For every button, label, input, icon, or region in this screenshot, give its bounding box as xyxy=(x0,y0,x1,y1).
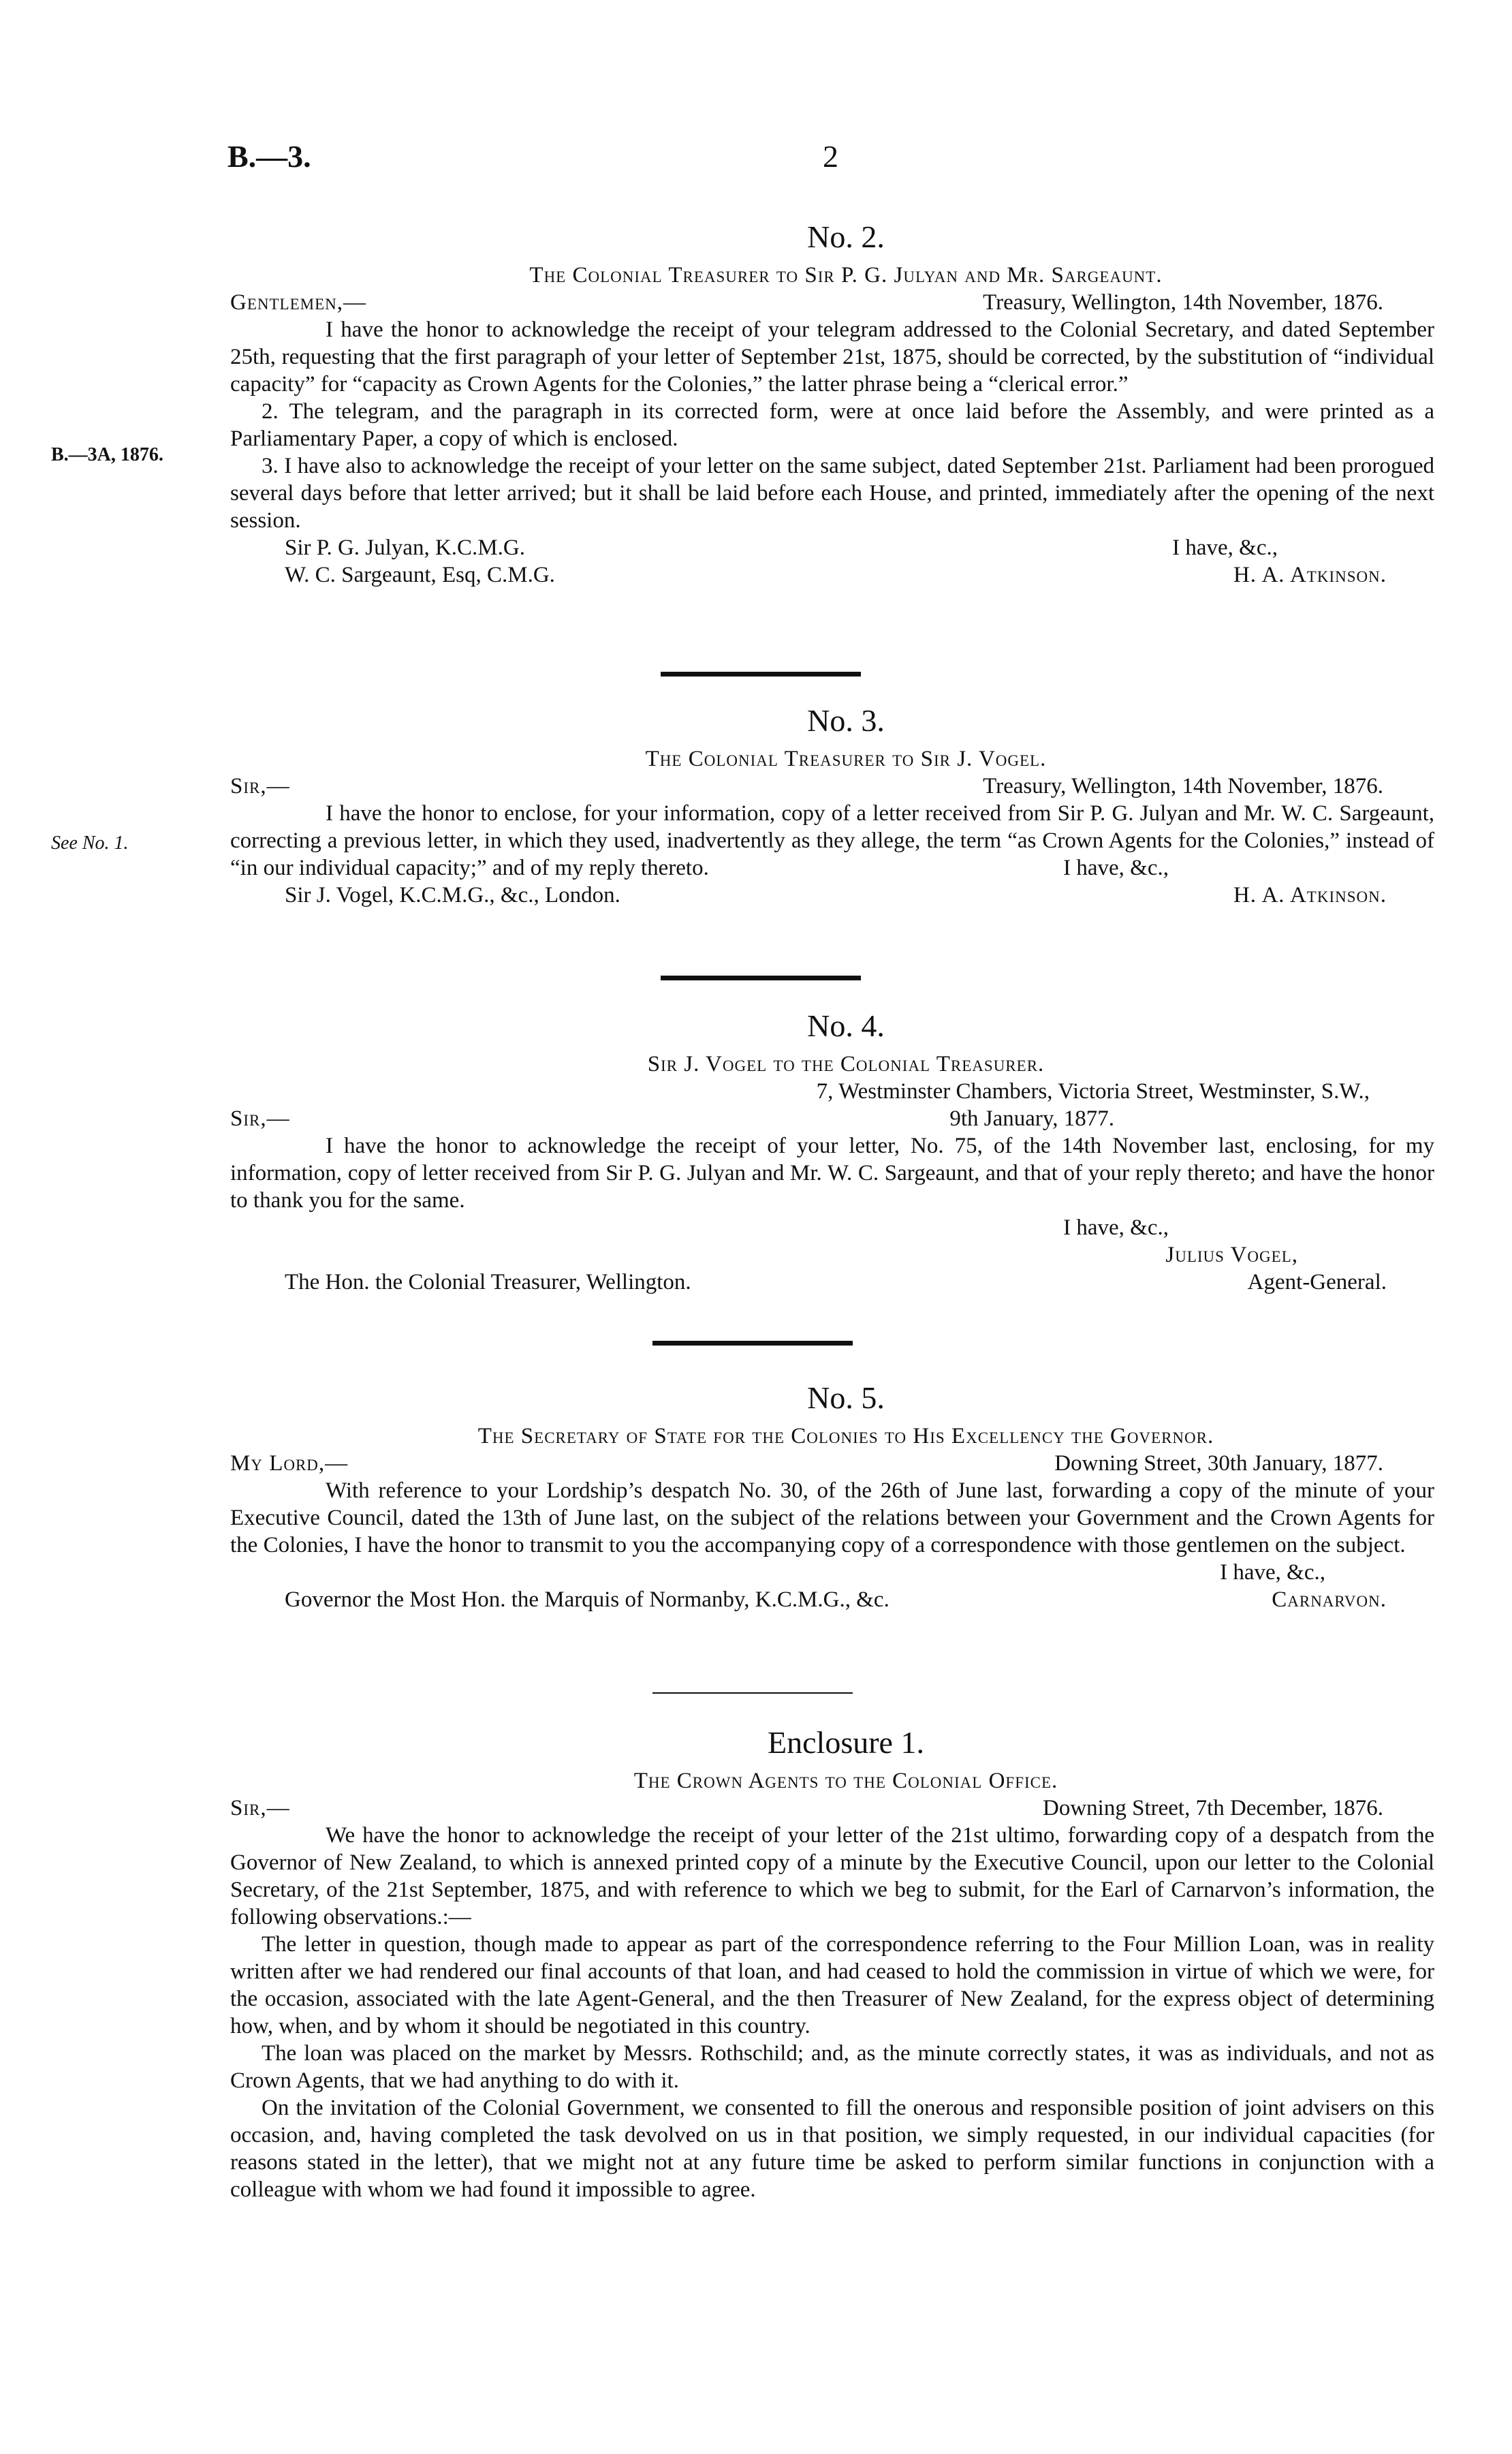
letter-address: The Crown Agents to the Colonial Office. xyxy=(633,1769,1058,1793)
signature-row xyxy=(230,561,1434,589)
letter-no2 xyxy=(230,218,1434,589)
signature-row xyxy=(230,1586,1434,1613)
signature: H. A. Atkinson. xyxy=(1233,563,1387,587)
salutation: Sir,— xyxy=(230,1106,290,1131)
title: Agent-General. xyxy=(1247,1270,1387,1294)
paragraph: I have the honor to acknowledge the receipt of your telegram addressed to the Colonial Secretary, and dated September 25th, requesting that the first paragraph of your letter of September 21st, 1875, should be corrected, by the substitution of “individual capacity” for “capacity as Crown Agents for the Colonies,” the latter phrase being a “clerical error.” xyxy=(230,317,1434,397)
letter-number: No. 4. xyxy=(807,1008,885,1043)
salutation: My Lord,— xyxy=(230,1451,349,1476)
paragraph: On the invitation of the Colonial Government, we consented to fill the onerous and responsible position of joint advisers on this occasion, and, having completed the task devolved on us in that position, we simply requested, in our individual capacities (for reasons stated in the letter), that we might not at any future time be asked to perform similar functions in conjunction with a colleague with whom we had found it impossible to agree. xyxy=(230,2096,1434,2202)
page-number: 2 xyxy=(823,139,838,174)
paragraph: I have the honor to acknowledge the receipt of your letter, No. 75, of the 14th November last, enclosing, for my information, copy of letter received from Sir P. G. Julyan and Mr. W. C. Sargeaunt, and that of your reply thereto; and have the honor to thank you for the same. xyxy=(230,1134,1434,1213)
salutation: Gentlemen,— xyxy=(230,290,366,315)
salutation-row xyxy=(230,1105,1434,1132)
addressee: Sir P. G. Julyan, K.C.M.G. xyxy=(285,535,525,560)
addressee: Sir J. Vogel, K.C.M.G., &c., London. xyxy=(285,883,620,907)
addressee: Governor the Most Hon. the Marquis of Normanby, K.C.M.G., &c. xyxy=(285,1587,889,1612)
salutation-row xyxy=(230,289,1434,316)
enclosure-heading: Enclosure 1. xyxy=(768,1725,924,1760)
paragraph: The letter in question, though made to appear as part of the correspondence referring to the Four Million Loan, was in reality written after we had rendered our final accounts of that loan, and had ceased to hold the commission in virtue of which we were, for the occasion, associated with the late Agent-General, and the then Treasurer of New Zealand, for the express object of determining how, when, and by whom it should be negotiated in this country. xyxy=(230,1932,1434,2038)
letter-no4 xyxy=(230,1007,1434,1296)
salutation-row xyxy=(230,1795,1434,1822)
place-date: Treasury, Wellington, 14th November, 1876. xyxy=(983,290,1383,315)
paragraph: With reference to your Lordship’s despatch No. 30, of the 26th of June last, forwarding a copy of the minute of your Executive Council, dated the 13th of June last, on the subject of the relations between your Government and the Crown Agents for the Colonies, I have the honor to transmit to you the accompanying copy of a correspondence with those gentlemen on the subject. xyxy=(230,1478,1434,1557)
signature: Julius Vogel, xyxy=(1165,1243,1298,1267)
place-date: Downing Street, 30th January, 1877. xyxy=(1054,1451,1383,1476)
margin-note-see-no1: See No. 1. xyxy=(51,833,129,854)
section-divider xyxy=(652,1692,853,1694)
letter-address: The Secretary of State for the Colonies to His Excellency the Governor. xyxy=(477,1424,1214,1448)
addressee: The Hon. the Colonial Treasurer, Wellington. xyxy=(285,1270,691,1294)
signature-row xyxy=(230,882,1434,909)
letter-address: Sir J. Vogel to the Colonial Treasurer. xyxy=(647,1052,1045,1076)
closing: I have, &c., xyxy=(1063,856,1169,880)
letter-number: No. 2. xyxy=(807,219,885,254)
salutation-row xyxy=(230,1450,1434,1477)
signature-row xyxy=(230,1269,1434,1296)
margin-note-b3a: B.—3A, 1876. xyxy=(51,444,163,465)
place-date: Treasury, Wellington, 14th November, 1876. xyxy=(983,774,1383,798)
closing: I have, &c., xyxy=(1063,1215,1169,1240)
paragraph: 2. The telegram, and the paragraph in its corrected form, were at once laid before the Assembly, and were printed as a Parliamentary Paper, a copy of which is enclosed. xyxy=(230,399,1434,451)
signature: Carnarvon. xyxy=(1272,1587,1387,1612)
place: 7, Westminster Chambers, Victoria Street, Westminster, S.W., xyxy=(816,1079,1370,1104)
letter-no5 xyxy=(230,1379,1434,1613)
signature: H. A. Atkinson. xyxy=(1233,883,1387,907)
enclosure-1 xyxy=(230,1724,1434,2203)
letter-number: No. 5. xyxy=(807,1380,885,1415)
letter-address: The Colonial Treasurer to Sir P. G. Julyan and Mr. Sargeaunt. xyxy=(529,263,1163,288)
salutation: Sir,— xyxy=(230,774,290,798)
section-divider xyxy=(652,1341,853,1346)
letter-address: The Colonial Treasurer to Sir J. Vogel. xyxy=(645,747,1047,771)
section-divider xyxy=(661,976,861,980)
date: 9th January, 1877. xyxy=(949,1106,1114,1131)
section-divider xyxy=(661,672,861,677)
paragraph: I have the honor to enclose, for your information, copy of a letter received from Sir P. G. Julyan and Mr. W. C. Sargeaunt, correcting a previous letter, in which they used, inadvertently as they allege, the term “as Crown Agents for the Colonies,” instead of “in our individual capacity;” and of my reply thereto. xyxy=(230,801,1434,880)
letter-number: No. 3. xyxy=(807,703,885,738)
closing: I have, &c., xyxy=(1220,1560,1325,1585)
paragraph: 3. I have also to acknowledge the receipt of your letter on the same subject, dated September 21st. Parliament had been prorogued several days before that letter arrived; but it shall be laid before each House, and printed, immediately after the opening of the next session. xyxy=(230,454,1434,533)
addressee: W. C. Sargeaunt, Esq, C.M.G. xyxy=(285,563,555,587)
paper-code: B.—3. xyxy=(227,139,311,174)
letter-no3 xyxy=(230,702,1434,909)
closing-row xyxy=(230,534,1434,561)
salutation-row xyxy=(230,773,1434,800)
place-date: Downing Street, 7th December, 1876. xyxy=(1043,1796,1383,1820)
paragraph: We have the honor to acknowledge the receipt of your letter of the 21st ultimo, forwarding copy of a despatch from the Governor of New Zealand, to which is annexed printed copy of a minute by the Executive Council, upon our letter to the Colonial Secretary, of the 21st September, 1875, and with reference to which we beg to submit, for the Earl of Carnarvon’s information, the following observations.:— xyxy=(230,1823,1434,1929)
closing: I have, &c., xyxy=(1172,535,1278,560)
paragraph: The loan was placed on the market by Messrs. Rothschild; and, as the minute correctly states, it was as individuals, and not as Crown Agents, that we had anything to do with it. xyxy=(230,2041,1434,2093)
salutation: Sir,— xyxy=(230,1796,290,1820)
